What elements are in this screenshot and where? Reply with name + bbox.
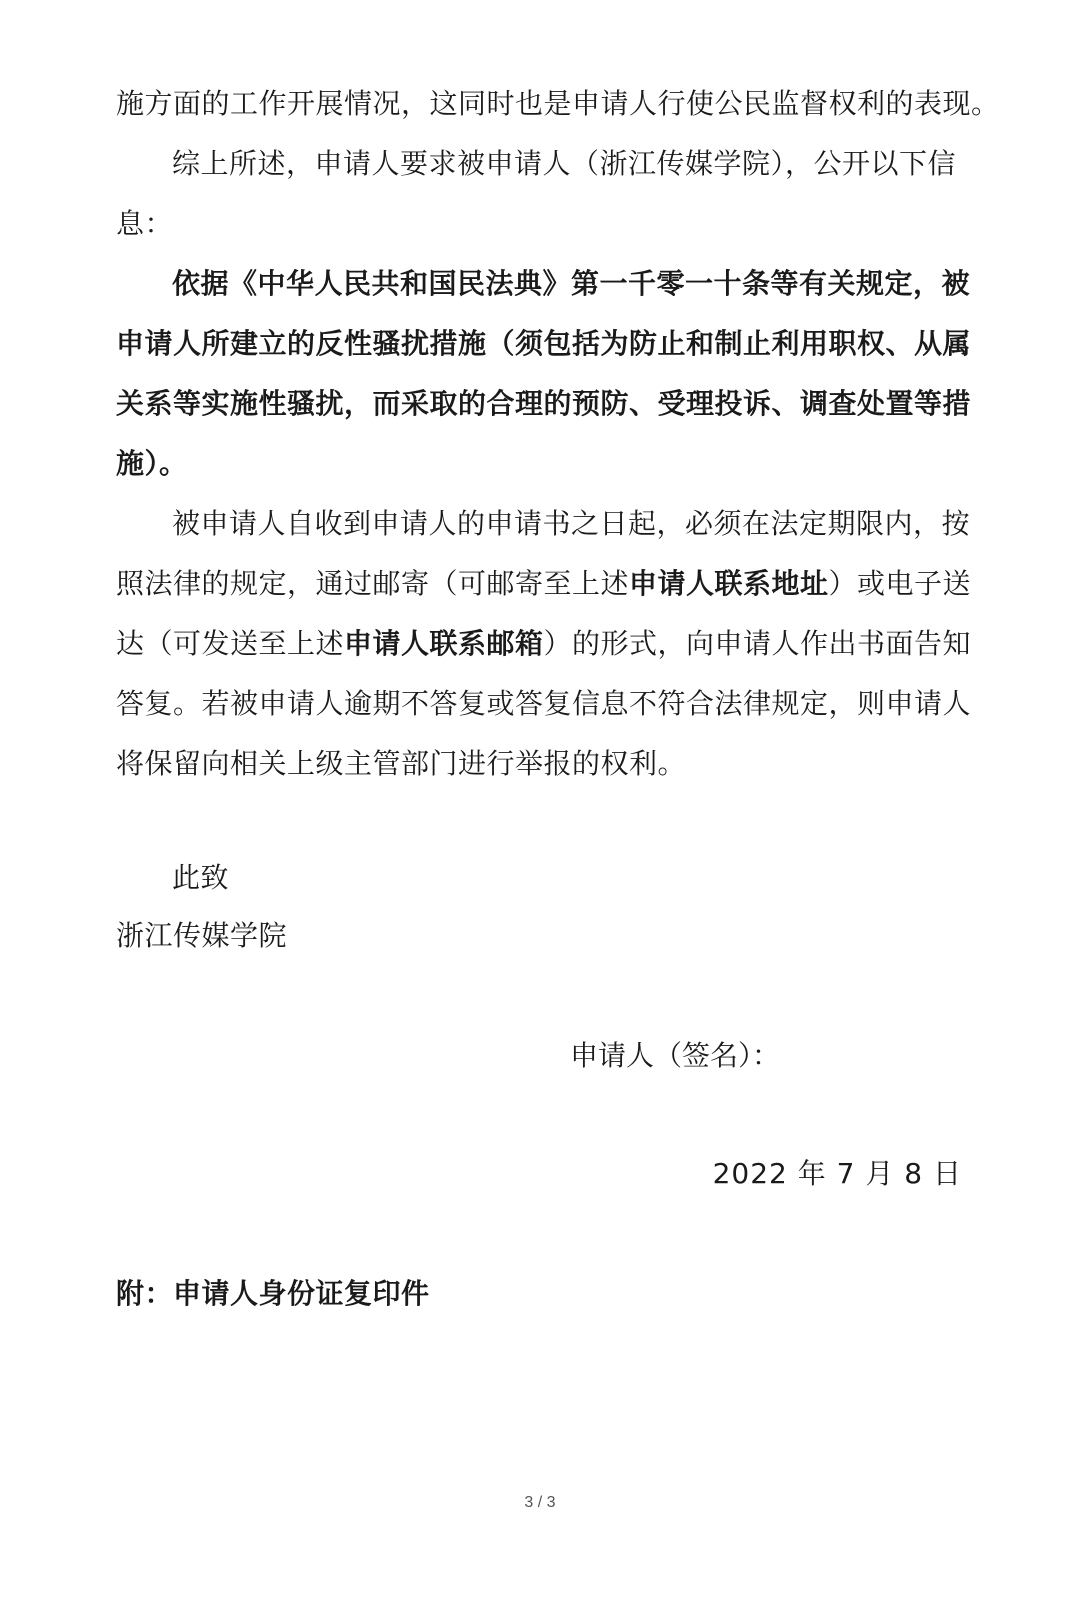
paragraph-line: 施方面的工作开展情况，这同时也是申请人行使公民监督权利的表现。 [116, 87, 1000, 120]
paragraph-line [116, 564, 971, 604]
attachment-note: 附：申请人身份证复印件 [116, 1277, 430, 1310]
paragraph-line: 息： [116, 207, 174, 240]
paragraph-line [116, 624, 971, 664]
request-content-line: 关系等实施性骚扰，而采取的合理的预防、受理投诉、调查处置等措 [116, 387, 972, 420]
request-content-line: 依据《中华人民共和国民法典》第一千零一十条等有关规定，被 [172, 267, 971, 300]
contact-email-label: 申请人联系邮箱 [344, 627, 544, 660]
text-run: 达（可发送至上述 [116, 627, 345, 660]
paragraph-line: 答复。若被申请人逾期不答复或答复信息不符合法律规定，则申请人 [116, 687, 972, 720]
text-run: ）或电子送 [828, 567, 972, 600]
text-run: ）的形式，向申请人作出书面告知 [543, 627, 972, 660]
signature-label: 申请人（签名）： [570, 1039, 781, 1072]
recipient: 浙江传媒学院 [116, 919, 288, 952]
request-content-line: 申请人所建立的反性骚扰措施（须包括为防止和制止利用职权、从属 [116, 327, 972, 360]
salutation: 此致 [172, 861, 230, 894]
date: 2022 年 7 月 8 日 [712, 1157, 962, 1190]
text-run: 照法律的规定，通过邮寄（可邮寄至上述 [116, 567, 630, 600]
paragraph-line: 将保留向相关上级主管部门进行举报的权利。 [116, 747, 687, 780]
paragraph-line: 综上所述，申请人要求被申请人（浙江传媒学院），公开以下信 [172, 147, 957, 180]
contact-address-label: 申请人联系地址 [629, 567, 829, 600]
paragraph-line: 被申请人自收到申请人的申请书之日起，必须在法定期限内，按 [172, 507, 971, 540]
request-content-line: 施）。 [116, 447, 188, 480]
page-number: 3 / 3 [524, 1494, 556, 1511]
